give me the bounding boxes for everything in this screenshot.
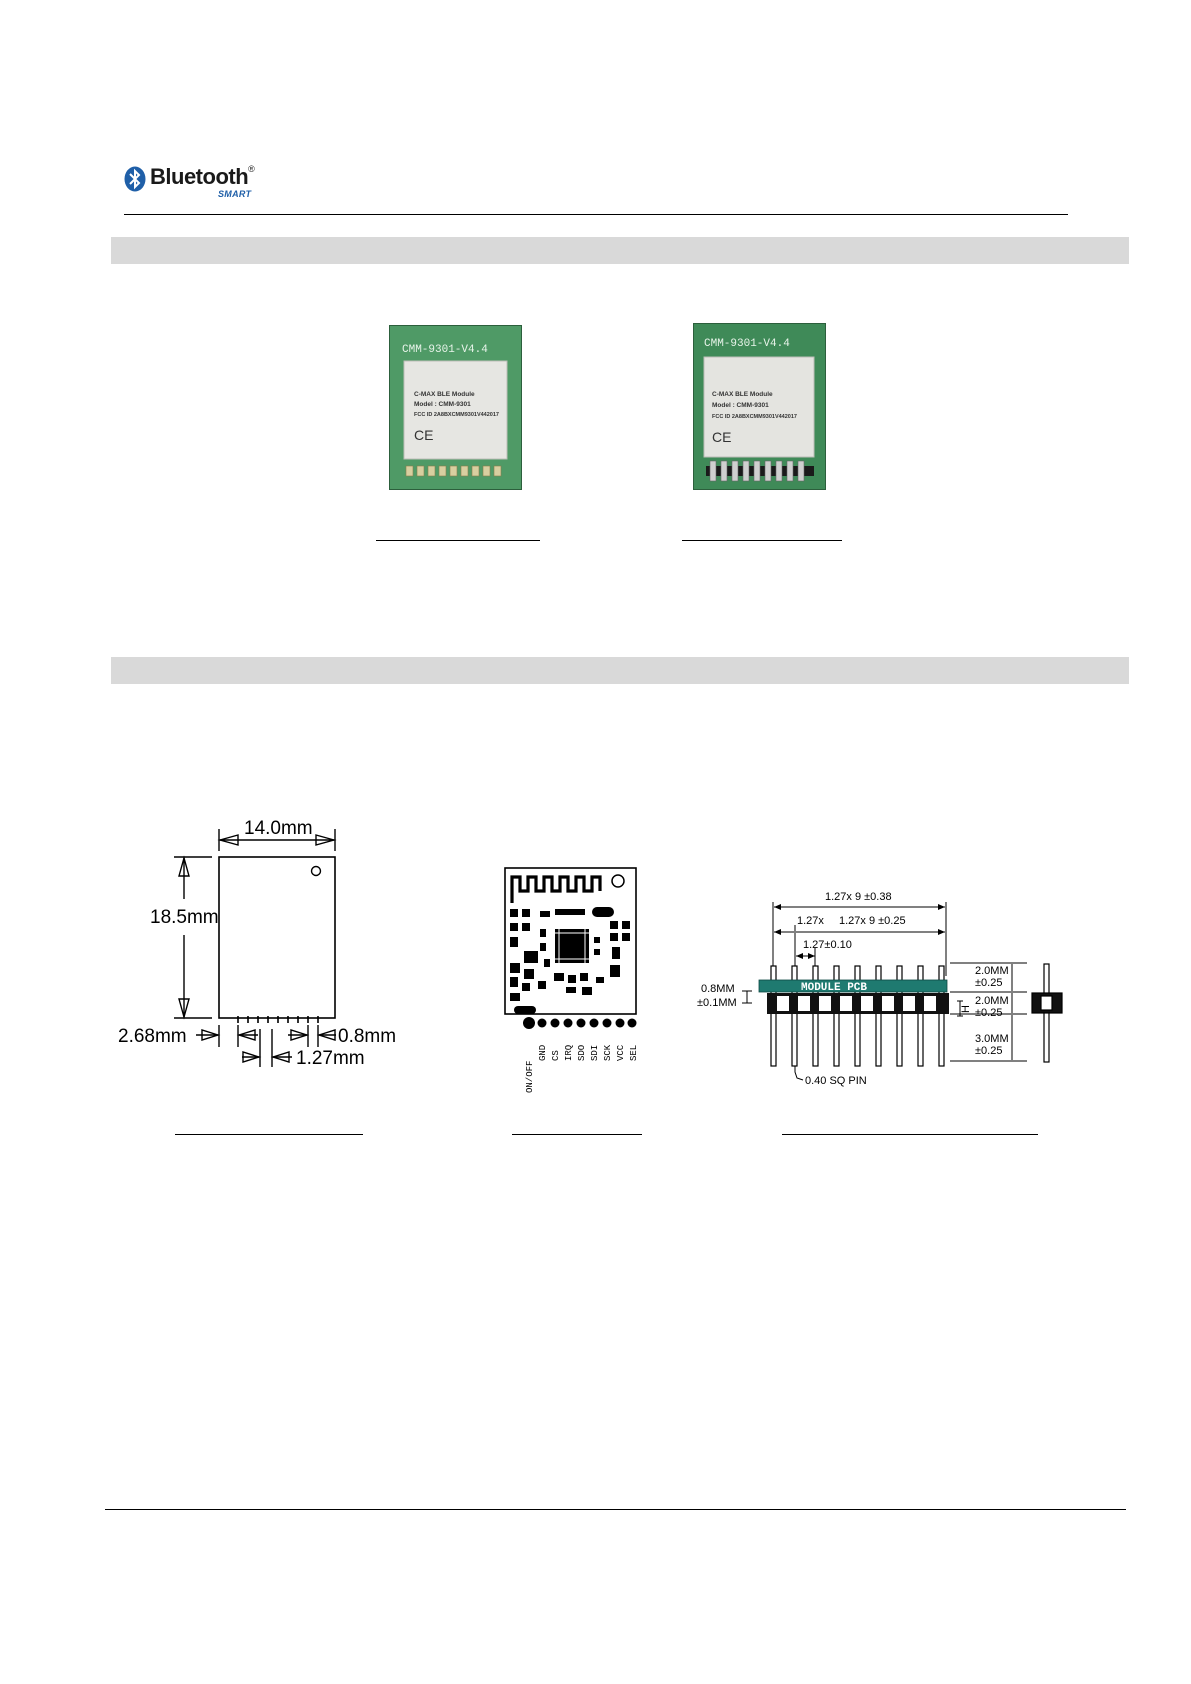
- photo-caption-front-underline: [376, 540, 540, 541]
- dim-left-offset-label: 2.68mm: [118, 1026, 187, 1047]
- header-pin-drawing: [697, 880, 1082, 1100]
- caption-pinout-underline: [512, 1134, 642, 1135]
- r3a-label: 3.0MM: [975, 1033, 1009, 1045]
- dim-height-label: 18.5mm: [150, 907, 219, 928]
- dim-width-label: 14.0mm: [244, 818, 313, 839]
- r1a-label: 2.0MM: [975, 965, 1009, 977]
- svg-text:FCC ID 2A8BXCMM9301V442017: FCC ID 2A8BXCMM9301V442017: [414, 412, 499, 418]
- svg-text:CE: CE: [712, 429, 732, 445]
- pin-label-cs: CS: [551, 1050, 561, 1061]
- footer-rule: [105, 1509, 1126, 1510]
- svg-text:C-MAX BLE Module: C-MAX BLE Module: [712, 391, 773, 398]
- pcb-silkscreen: CMM-9301-V4.4: [402, 344, 488, 356]
- r3b-label: ±0.25: [975, 1045, 1003, 1057]
- pin-label-gnd: GND: [538, 1044, 548, 1061]
- dim-top-label: 1.27x 9 ±0.38: [825, 891, 892, 903]
- svg-text:FCC ID 2A8BXCMM9301V442017: FCC ID 2A8BXCMM9301V442017: [712, 414, 797, 420]
- r2b-label: ±0.25: [975, 1007, 1003, 1019]
- svg-text:CMM-9301-V4.4: CMM-9301-V4.4: [704, 338, 790, 350]
- thickness-a-label: 0.8MM: [701, 983, 735, 995]
- section-bar-photos: [111, 237, 1129, 264]
- svg-text:C-MAX BLE Module: C-MAX BLE Module: [414, 391, 475, 398]
- photo-caption-back-underline: [682, 540, 842, 541]
- dim-mid-a-label: 1.27x: [797, 915, 824, 927]
- bluetooth-icon: [124, 166, 146, 192]
- header-rule: [124, 214, 1068, 215]
- logo-wordmark: Bluetooth®: [150, 164, 255, 189]
- pin-label-vcc: VCC: [616, 1044, 626, 1061]
- module-pinout-drawing: [500, 863, 650, 1093]
- dim-pad-width-label: 0.8mm: [338, 1026, 397, 1047]
- module-photo-front: [389, 325, 522, 490]
- pin-label-sdi: SDI: [590, 1044, 600, 1061]
- module-photo-with-pins: [693, 323, 826, 490]
- pin-label-irq: IRQ: [564, 1044, 574, 1061]
- section-bar-dimensions: [111, 657, 1129, 684]
- pin-note-label: 0.40 SQ PIN: [805, 1075, 867, 1087]
- pin-label-sdo: SDO: [577, 1044, 587, 1061]
- module-photo-front-drawing: [390, 326, 521, 489]
- r1b-label: ±0.25: [975, 977, 1003, 989]
- module-dimension-drawing: [112, 815, 432, 1080]
- module-pcb-label: MODULE PCB: [801, 982, 868, 994]
- thickness-b-label: ±0.1MM: [697, 997, 737, 1009]
- dim-mid-b-label: 1.27x 9 ±0.25: [839, 915, 906, 927]
- svg-text:Model : CMM-9301: Model : CMM-9301: [414, 401, 471, 408]
- logo-subtitle: SMART: [218, 189, 252, 199]
- ce-mark: CE: [414, 427, 434, 443]
- r2a-label: 2.0MM: [975, 995, 1009, 1007]
- bluetooth-smart-logo: [124, 162, 264, 204]
- module-photo-with-pins-drawing: [694, 324, 825, 489]
- svg-text:Model : CMM-9301: Model : CMM-9301: [712, 402, 769, 409]
- caption-header-underline: [782, 1134, 1038, 1135]
- dim-pitch-label: 1.27mm: [296, 1048, 365, 1069]
- caption-dimension-underline: [175, 1134, 363, 1135]
- pin-label-on-off: ON/OFF: [525, 1060, 535, 1093]
- pin-label-sck: SCK: [603, 1044, 613, 1061]
- pin-label-sel: SEL: [629, 1044, 639, 1061]
- dim-small-label: 1.27±0.10: [803, 939, 852, 951]
- h-label: H: [960, 1005, 972, 1013]
